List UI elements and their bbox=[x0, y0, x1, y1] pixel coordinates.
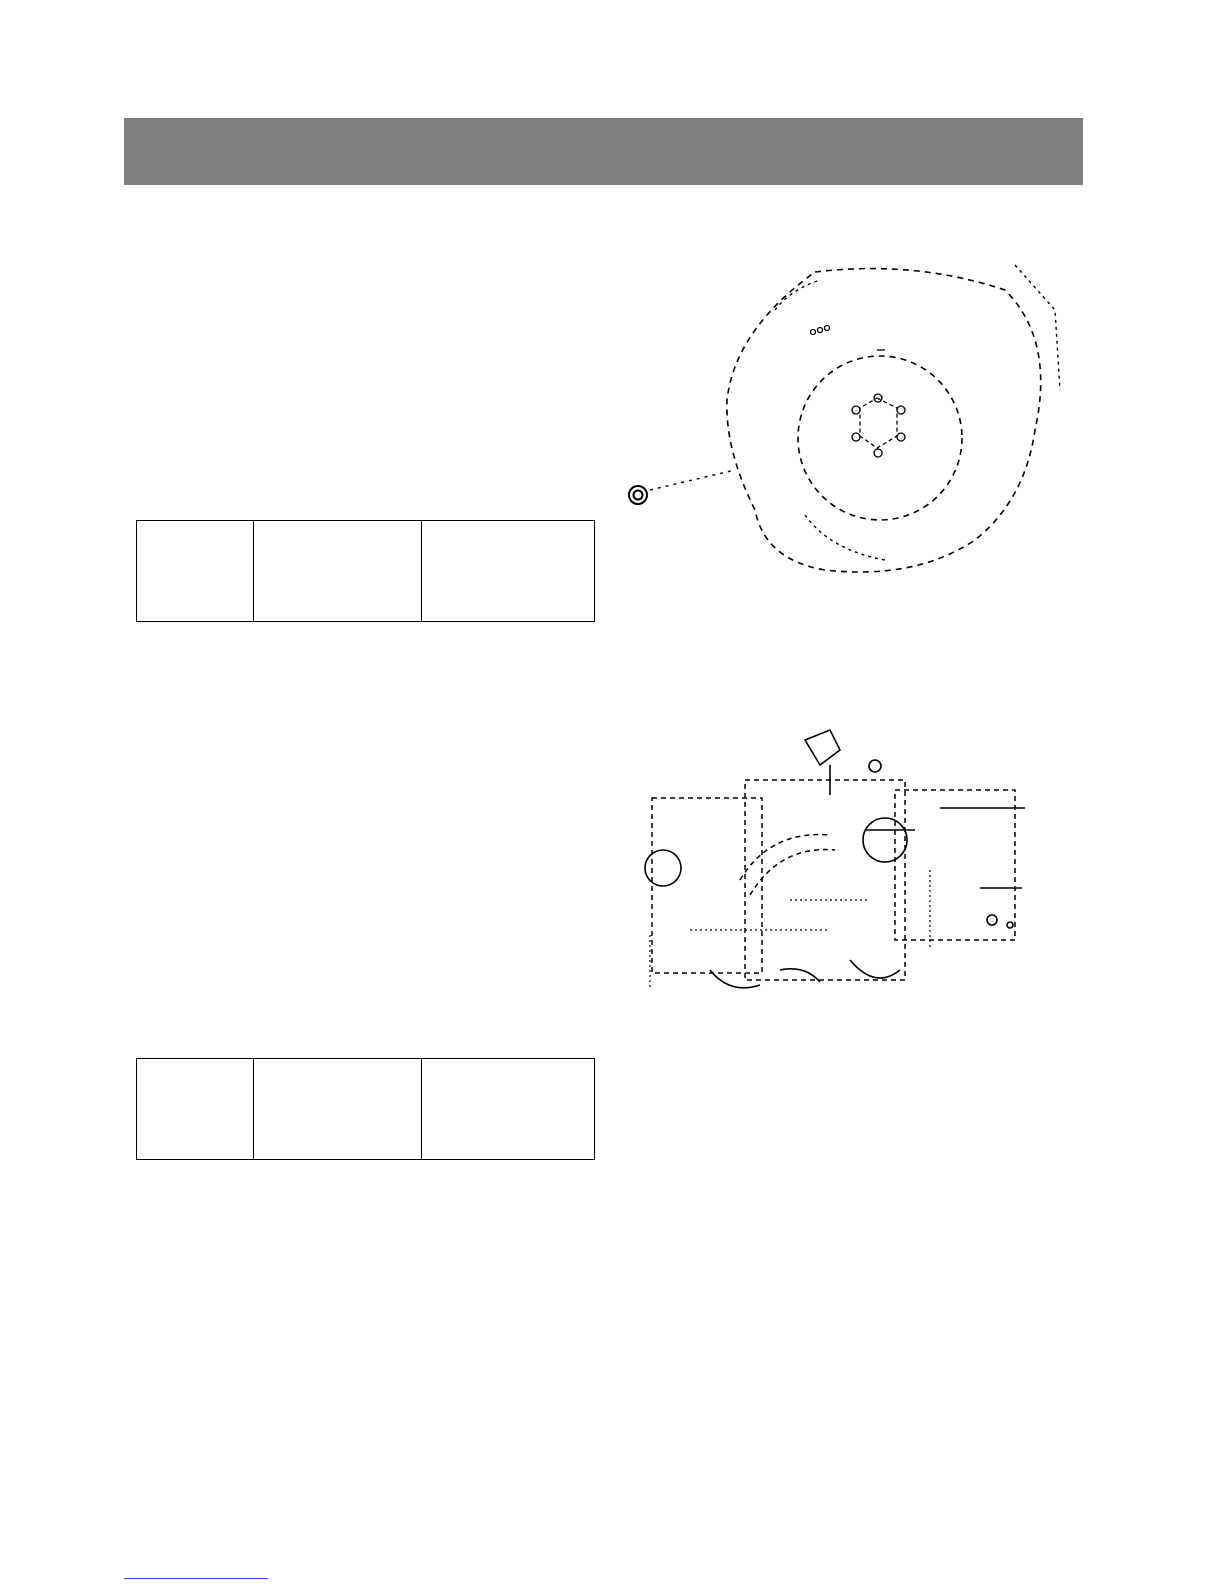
table-cell bbox=[137, 521, 254, 622]
engine-assembly-diagram bbox=[630, 720, 1040, 1020]
table-cell bbox=[422, 1059, 595, 1160]
table-cell bbox=[422, 521, 595, 622]
table-cell bbox=[254, 521, 422, 622]
wheel-rim-diagram bbox=[615, 250, 1065, 590]
spec-table-1 bbox=[136, 520, 595, 622]
spec-table-2 bbox=[136, 1058, 595, 1160]
table-cell bbox=[254, 1059, 422, 1160]
table-cell bbox=[137, 1059, 254, 1160]
footer-link-underline[interactable] bbox=[124, 1578, 268, 1579]
section-header-bar bbox=[124, 118, 1083, 185]
